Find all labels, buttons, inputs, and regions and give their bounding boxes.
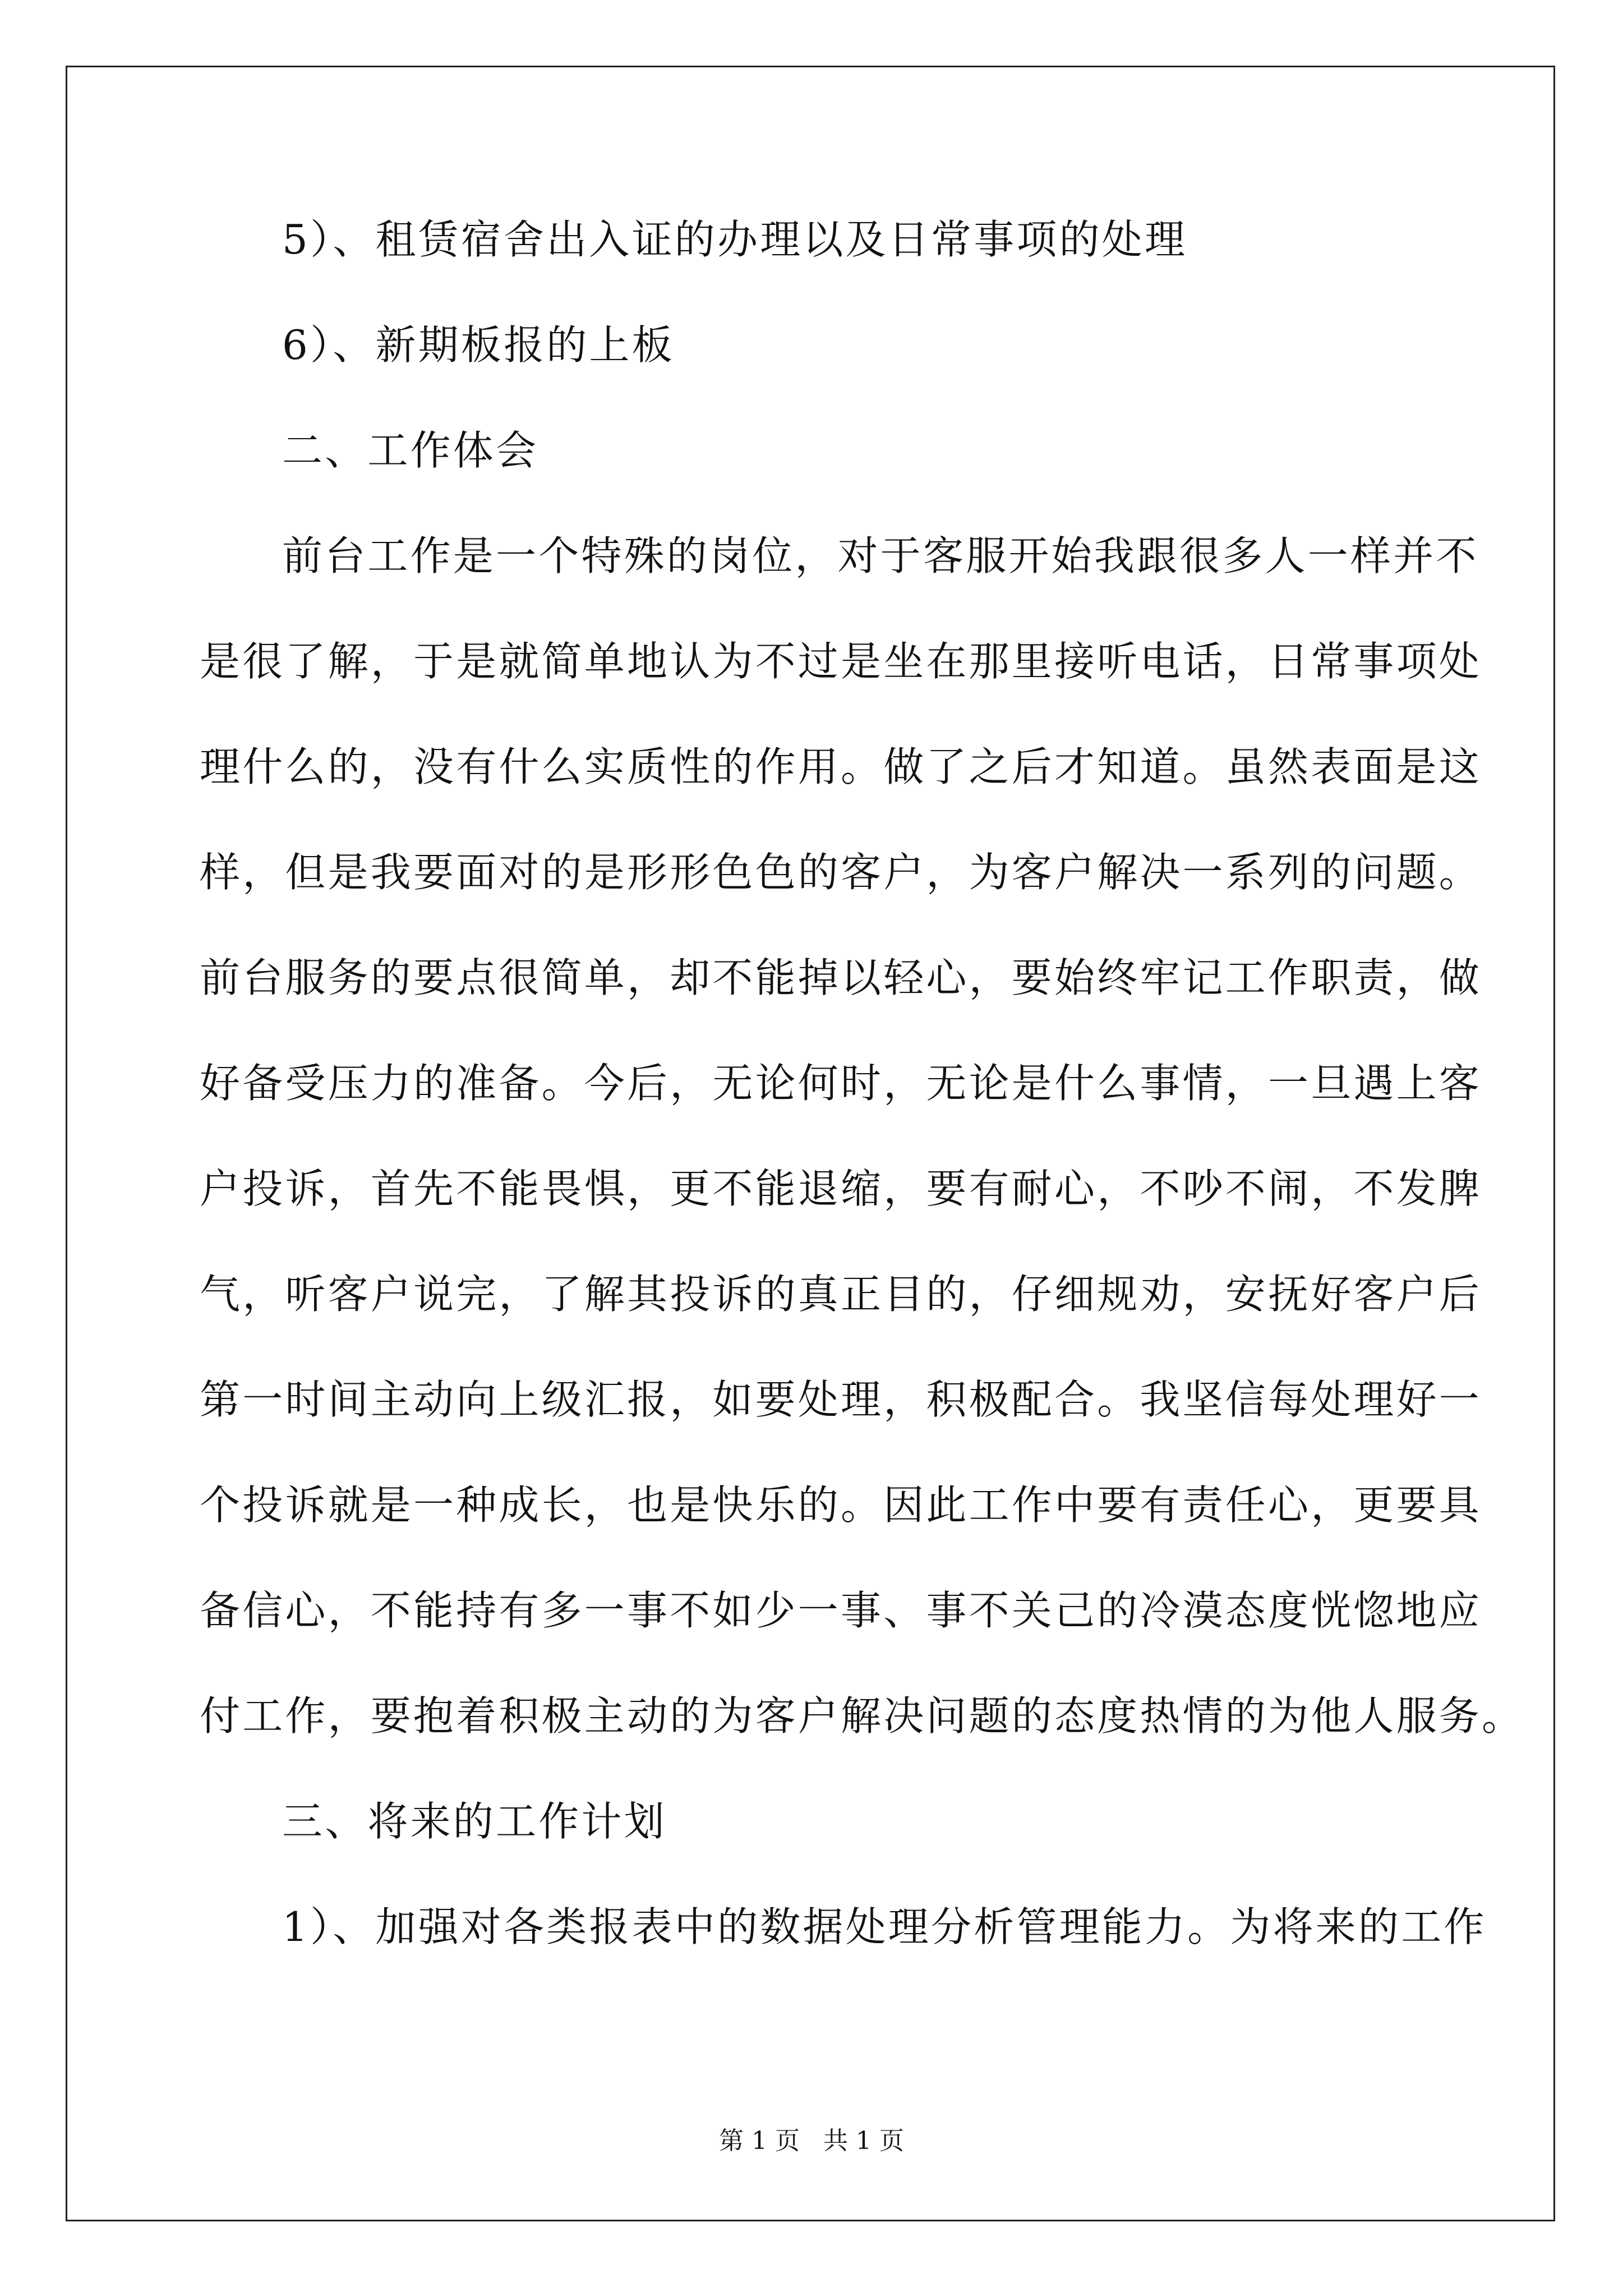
paragraph-line: 第一时间主动向上级汇报，如要处理，积极配合。我坚信每处理好一	[200, 1376, 1482, 1423]
paragraph-line: 6）、新期板报的上板	[282, 321, 675, 369]
paragraph-line: 前台服务的要点很简单，却不能掉以轻心，要始终牢记工作职责，做	[200, 954, 1482, 1001]
paragraph-line: 户投诉，首先不能畏惧，更不能退缩，要有耐心，不吵不闹，不发脾	[200, 1165, 1482, 1212]
paragraph-line: 备信心，不能持有多一事不如少一事、事不关己的冷漠态度恍惚地应	[200, 1587, 1482, 1634]
paragraph-line: 1）、加强对各类报表中的数据处理分析管理能力。为将来的工作	[282, 1903, 1487, 1950]
document-body	[200, 213, 1525, 2006]
paragraph-line: 5）、租赁宿舍出入证的办理以及日常事项的处理	[282, 216, 1188, 263]
paragraph-line: 样，但是我要面对的是形形色色的客户，为客户解决一系列的问题。	[200, 849, 1482, 896]
page-number-footer: 第 1 页 共 1 页	[719, 2127, 904, 2155]
section-heading: 二、工作体会	[282, 427, 539, 474]
paragraph-line: 是很了解，于是就简单地认为不过是坐在那里接听电话，日常事项处	[200, 638, 1482, 685]
paragraph-line: 理什么的，没有什么实质性的作用。做了之后才知道。虽然表面是这	[200, 743, 1482, 790]
section-heading: 三、将来的工作计划	[282, 1798, 667, 1845]
paragraph-line: 好备受压力的准备。今后，无论何时，无论是什么事情，一旦遇上客	[200, 1060, 1482, 1107]
paragraph-line: 气，听客户说完，了解其投诉的真正目的，仔细规劝，安抚好客户后	[200, 1271, 1482, 1318]
paragraph-line: 个投诉就是一种成长，也是快乐的。因此工作中要有责任心，更要具	[200, 1481, 1482, 1529]
paragraph-line: 前台工作是一个特殊的岗位，对于客服开始我跟很多人一样并不	[282, 532, 1479, 579]
paragraph-line: 付工作，要抱着积极主动的为客户解决问题的态度热情的为他人服务。	[200, 1692, 1525, 1740]
